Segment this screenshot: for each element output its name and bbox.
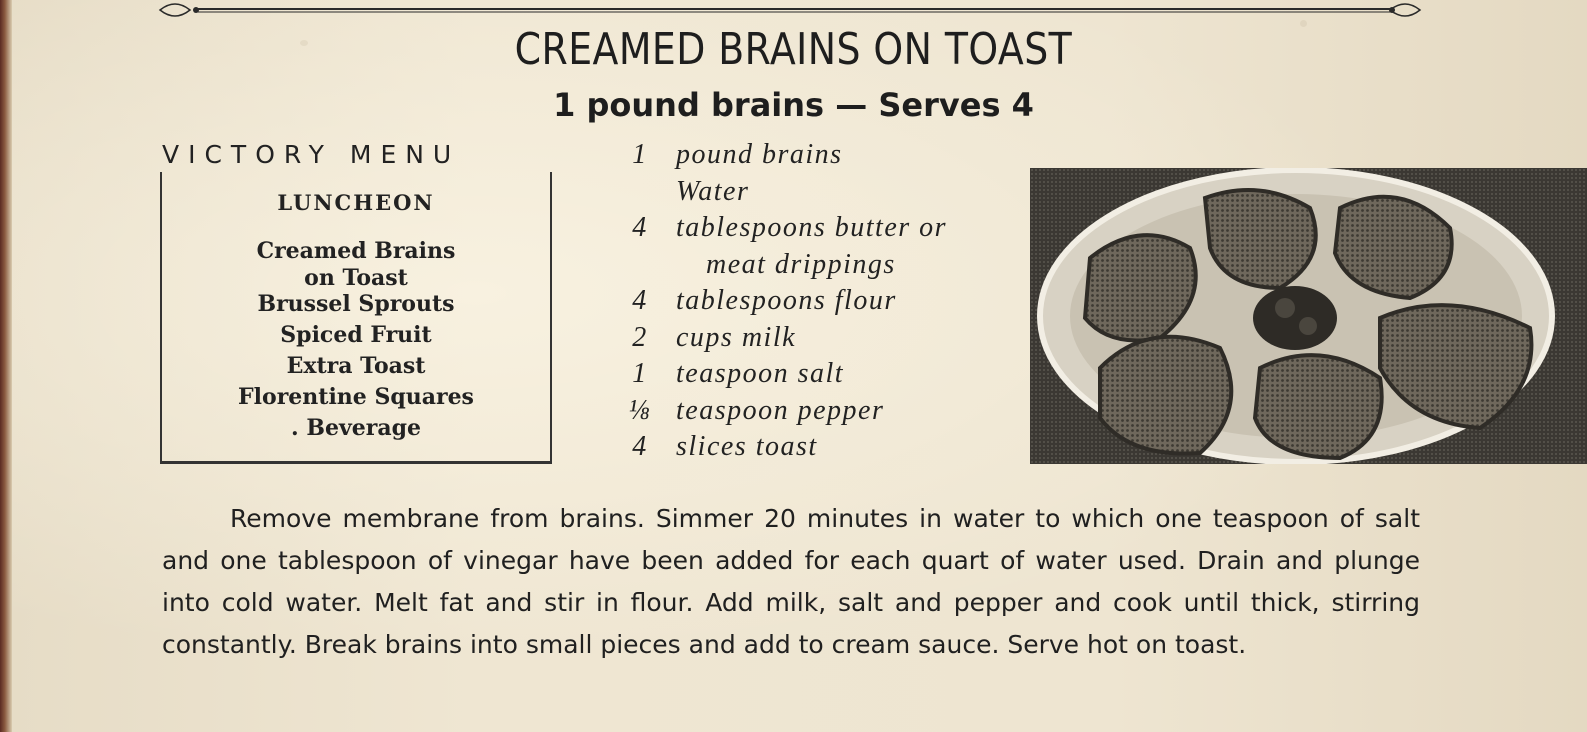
victory-menu-label: VICTORY MENU: [162, 140, 461, 169]
menu-item: Brussel Sprouts: [257, 291, 455, 317]
menu-item: Extra Toast: [286, 353, 426, 379]
ingredient-text: Water: [676, 175, 750, 207]
menu-meal-heading: LUNCHEON: [277, 190, 435, 215]
ingredient-quantity: 4: [632, 285, 648, 316]
ingredient-text: tablespoons butter or: [676, 212, 948, 243]
ingredient-text: teaspoon pepper: [676, 394, 885, 426]
ingredient-quantity: 1: [632, 358, 648, 389]
menu-item-list: [162, 236, 550, 444]
ingredient-text: teaspoon salt: [676, 358, 845, 389]
ingredient-quantity: 1: [632, 139, 648, 170]
ingredient-quantity: 2: [632, 321, 648, 353]
plate-illustration: [1030, 168, 1587, 464]
ingredient-quantity: ⅛: [628, 394, 652, 426]
ingredient-text: meat drippings: [706, 248, 896, 280]
ingredient-quantity: 4: [632, 212, 648, 243]
dish-photo: [1030, 168, 1587, 464]
menu-item: Creamed Brains: [256, 238, 456, 264]
ingredient-text: cups milk: [676, 321, 797, 353]
recipe-title: CREAMED BRAINS ON TOAST: [514, 24, 1073, 75]
recipe-subtitle: 1 pound brains — Serves 4: [553, 86, 1034, 124]
victory-menu-box: [160, 172, 552, 464]
ingredient-text: tablespoons flour: [676, 285, 897, 316]
recipe-instructions: Remove membrane from brains. Simmer 20 minutes in water to which one teaspoon of salt and one tablespoon of vinegar have been added for each quart of water used. Drain and plunge into cold water. Melt fat and stir in flour. Add milk, salt and pepper and cook until thick, stirring constantly. Break brains into small pieces and add to cream sauce. Serve hot on toast.: [162, 504, 1420, 659]
menu-item: Florentine Squares: [238, 384, 474, 410]
ingredient-text: slices toast: [676, 431, 818, 462]
menu-item: Spiced Fruit: [280, 322, 432, 348]
menu-item: . Beverage: [291, 415, 421, 441]
menu-item: on Toast: [304, 265, 408, 291]
ingredient-text: pound brains: [676, 139, 843, 170]
ingredient-quantity: 4: [632, 431, 648, 462]
